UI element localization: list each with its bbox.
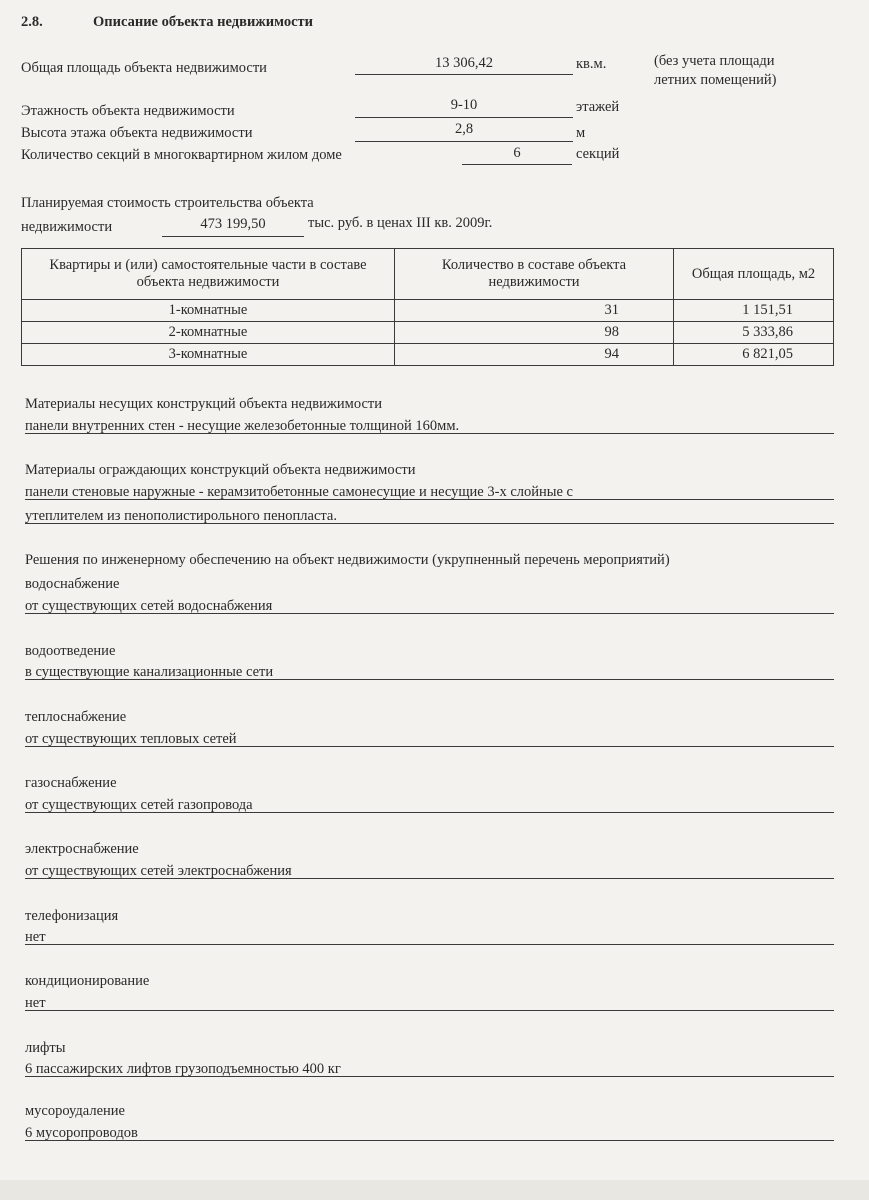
engineering-heading: Решения по инженерному обеспечению на объект недвижимости (укрупненный перечень мероприятий)	[25, 552, 670, 568]
engineering-item-label: газоснабжение	[25, 775, 117, 791]
table-cell-area: 6 821,05	[674, 344, 834, 366]
total-area-note-line1: (без учета площади	[654, 53, 775, 69]
engineering-item-underline	[25, 746, 834, 747]
table-row	[22, 344, 834, 366]
engineering-item-underline	[25, 944, 834, 945]
engineering-item-underline	[25, 1140, 834, 1141]
engineering-item-value: от существующих сетей газопровода	[25, 797, 253, 813]
bearing-materials-label: Материалы несущих конструкций объекта недвижимости	[25, 396, 382, 412]
table-header-count: Количество в составе объекта недвижимости	[395, 249, 674, 300]
table-cell-type: 2-комнатные	[22, 322, 395, 344]
engineering-item-label: мусороудаление	[25, 1103, 125, 1119]
engineering-item-underline	[25, 679, 834, 680]
engineering-item-underline	[25, 878, 834, 879]
engineering-item-label: лифты	[25, 1040, 66, 1056]
total-area-underline	[355, 74, 573, 75]
engineering-item-value: нет	[25, 929, 46, 945]
engineering-item-underline	[25, 1010, 834, 1011]
bearing-materials-value: панели внутренних стен - несущие железобетонные толщиной 160мм.	[25, 418, 460, 434]
table-header-area: Общая площадь, м2	[674, 249, 834, 300]
engineering-item-underline	[25, 812, 834, 813]
table-cell-count: 98	[395, 322, 674, 344]
enclosing-materials-underline1	[25, 499, 834, 500]
table-row	[22, 300, 834, 322]
apartments-table	[21, 248, 834, 366]
height-value: 2,8	[454, 121, 474, 137]
engineering-item-value: от существующих сетей водоснабжения	[25, 598, 273, 614]
engineering-item-label: электроснабжение	[25, 841, 139, 857]
height-unit: м	[576, 125, 586, 141]
section-title: Описание объекта недвижимости	[93, 14, 314, 30]
table-header-row	[22, 249, 834, 300]
table-cell-area: 5 333,86	[674, 322, 834, 344]
engineering-item-value: 6 пассажирских лифтов грузоподъемностью 400 кг	[25, 1061, 341, 1077]
section-number: 2.8.	[21, 14, 43, 30]
cost-underline	[162, 236, 304, 237]
engineering-item-label: водоснабжение	[25, 576, 120, 592]
enclosing-materials-label: Материалы ограждающих конструкций объекта недвижимости	[25, 462, 416, 478]
engineering-item-value: 6 мусоропроводов	[25, 1125, 138, 1141]
bearing-materials-underline	[25, 433, 834, 434]
enclosing-materials-value-line1: панели стеновые наружные - керамзитобетонные самонесущие и несущие 3-х слойные с	[25, 484, 573, 500]
floors-label: Этажность объекта недвижимости	[21, 103, 235, 119]
cost-label-line1: Планируемая стоимость строительства объекта	[21, 195, 314, 211]
table-cell-type: 1-комнатные	[22, 300, 395, 322]
sections-value: 6	[513, 145, 521, 161]
total-area-label: Общая площадь объекта недвижимости	[21, 60, 267, 76]
engineering-item-label: кондиционирование	[25, 973, 150, 989]
height-underline	[355, 141, 573, 142]
cost-value: 473 199,50	[200, 216, 266, 232]
scan-bottom-edge	[0, 1180, 869, 1200]
enclosing-materials-underline2	[25, 523, 834, 524]
enclosing-materials-value-line2: утеплителем из пенополистирольного пенопласта.	[25, 508, 337, 524]
floors-unit: этажей	[576, 99, 620, 115]
total-area-unit: кв.м.	[576, 56, 607, 72]
sections-label: Количество секций в многоквартирном жилом доме	[21, 147, 342, 163]
engineering-item-underline	[25, 1076, 834, 1077]
cost-unit: тыс. руб. в ценах III кв. 2009г.	[308, 215, 493, 231]
engineering-item-underline	[25, 613, 834, 614]
engineering-item-label: водоотведение	[25, 643, 116, 659]
engineering-item-label: теплоснабжение	[25, 709, 127, 725]
table-cell-count: 31	[395, 300, 674, 322]
engineering-item-label: телефонизация	[25, 908, 119, 924]
engineering-item-value: от существующих сетей электроснабжения	[25, 863, 292, 879]
cost-label-line2: недвижимости	[21, 219, 113, 235]
table-header-type: Квартиры и (или) самостоятельные части в составе объекта недвижимости	[22, 249, 395, 300]
table-cell-area: 1 151,51	[674, 300, 834, 322]
total-area-note-line2: летних помещений)	[654, 72, 777, 88]
engineering-item-value: от существующих тепловых сетей	[25, 731, 237, 747]
table-row	[22, 322, 834, 344]
engineering-item-value: нет	[25, 995, 46, 1011]
height-label: Высота этажа объекта недвижимости	[21, 125, 253, 141]
sections-unit: секций	[576, 146, 620, 162]
engineering-item-value: в существующие канализационные сети	[25, 664, 274, 680]
sections-underline	[462, 164, 572, 165]
floors-value: 9-10	[450, 97, 478, 113]
table-cell-type: 3-комнатные	[22, 344, 395, 366]
table-cell-count: 94	[395, 344, 674, 366]
floors-underline	[355, 117, 573, 118]
total-area-value: 13 306,42	[435, 55, 493, 71]
